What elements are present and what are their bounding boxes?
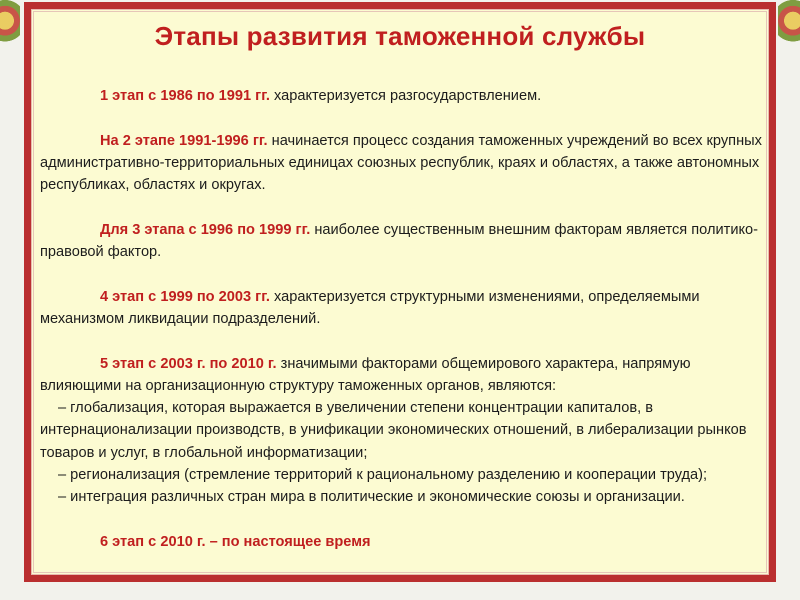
stage-3-period: Для 3 этапа с 1996 по 1999 гг. [100,221,311,238]
slide-content [40,85,770,553]
stage-5-bullet-regionalization: – регионализация (стремление территорий к рациональному разделению и кооперации труда); [58,467,708,484]
stage-2 [40,130,770,197]
stage-5-bullet-integration: – интеграция различных стран мира в политические и экономические союзы и организации. [58,489,685,506]
stage-6-period: 6 этап с 2010 г. – по настоящее время [100,533,371,550]
stage-5-bullet-globalization: – глобализация, которая выражается в увеличении степени концентрации капиталов, в интернационализации производств, в унификации экономических отношений, в либерализации рынков товаров и услуг, в глобальной информатизации; [40,400,747,461]
stage-4 [40,286,770,331]
stage-5-text: значимыми факторами общемирового характера, напрямую влияющими на организационную структуру таможенных органов, являются: [40,355,691,394]
stage-3 [40,219,770,264]
emblem-icon [778,0,800,46]
stage-1-period: 1 этап с 1986 по 1991 гг. [100,88,270,104]
stage-4-text: характеризуется структурными изменениями, определяемыми механизмом ликвидации подразделений. [40,288,700,327]
stage-2-period: На 2 этапе 1991-1996 гг. [100,132,268,149]
stage-1-text: характеризуется разгосударствлением. [269,88,542,104]
stage-4-period: 4 этап с 1999 по 2003 гг. [100,288,270,305]
stage-2-text: начинается процесс создания таможенных учреждений во всех крупных административно-территориальных единицах союзных республик, краях и областях, а также автономных республиках, областях и округах. [40,132,762,194]
stage-3-text: наиболее существенным внешним факторам является политико-правовой фактор. [40,221,758,261]
stage-1 [40,85,770,107]
stage-6 [40,531,770,553]
stage-5-period: 5 этап с 2003 г. по 2010 г. [100,355,277,372]
stage-5 [40,353,770,398]
slide-title: Этапы развития таможенной службы [154,21,646,51]
slide-frame [24,2,776,582]
emblem-icon [0,0,20,46]
